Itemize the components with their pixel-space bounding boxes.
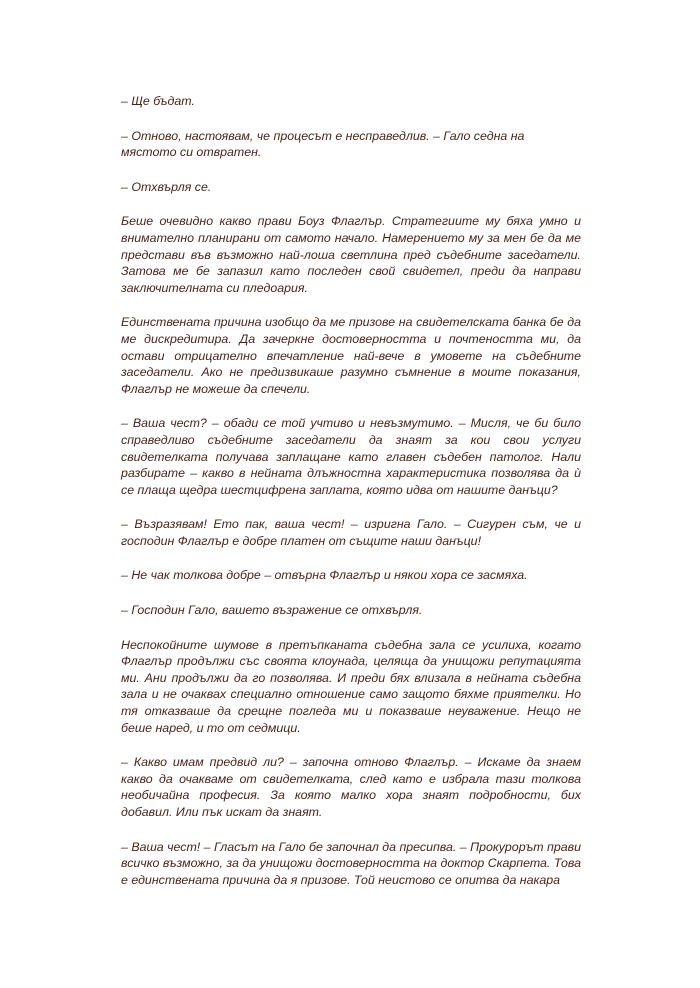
paragraph: – Не чак толкова добре – отвърна Флаглър и някои хора се засмяха. — [121, 568, 528, 583]
paragraph: Единствената причина изобщо да ме призове на свидетелската банка бе да ме дискредитира. Да зачеркне достоверността и почтеността ми, да остави отрицателно впечатление най-вече в умовете на съдебните заседатели. Ако не предизвикаше разумно съмнение в моите показания, Флаглър не можеше да спечели. — [121, 315, 581, 396]
paragraph: – Ваша чест? – обади се той учтиво и невъзмутимо. – Мисля, че би било справедливо съдебните заседатели да знаят за кои свои услуги свидетелката получава заплащане като главен съдебен патолог. Нали разбирате – какво в нейната длъжностна характеристика позволява да ѝ се плаща щедра шестцифрена заплата, която идва от нашите данъци? — [121, 416, 581, 497]
body-text — [121, 93, 581, 906]
paragraph: Беше очевидно какво прави Боуз Флаглър. Стратегиите му бяха умно и внимателно планирани от самото начало. Намерението му за мен бе да ме представи във възможно най-лоша светлина пред съдебните заседатели. Затова ме бе запазил като последен свой свидетел, преди да направи заключителната си пледоария. — [121, 214, 581, 295]
paragraph: – Какво имам предвид ли? – започна отново Флаглър. – Искаме да знаем какво да очакваме от свидетелката, след като е избрала тази толкова необичайна професия. За която малко хора знаят подробности, бих добавил. Или пък искат да знаят. — [121, 755, 581, 819]
paragraph: Неспокойните шумове в претъпканата съдебна зала се усилиха, когато Флаглър продължи със своята клоунада, целяща да унищожи репутацията ми. Ани продължи да го позволява. И преди бях влизала в нейната съдебна зала и не очаквах специално отношение само защото бяхме приятелки. Но тя отказваше да срещне погледа ми и показваше неуважение. Нещо не беше наред, и то от седмици. — [121, 637, 581, 735]
paragraph: – Отхвърля се. — [121, 179, 212, 194]
paragraph: – Възразявам! Ето пак, ваша чест! – изригна Гало. – Сигурен съм, че и господин Флаглър е добре платен от същите наши данъци! — [121, 517, 581, 548]
paragraph: – Ще бъдат. — [121, 94, 195, 108]
paragraph: – Господин Гало, вашето възражение се отхвърля. — [121, 603, 423, 618]
paragraph: – Ваша чест! – Гласът на Гало бе започнал да пресипва. – Прокурорът прави всичко възможно, за да унищожи достоверността на доктор Скарпета. Това е единствената причина да я призове. Той неистово се опитва да накара — [121, 839, 582, 887]
paragraph: – Отново, настоявам, че процесът е несправедлив. – Гало седна на мястото си отвратен. — [121, 128, 525, 160]
